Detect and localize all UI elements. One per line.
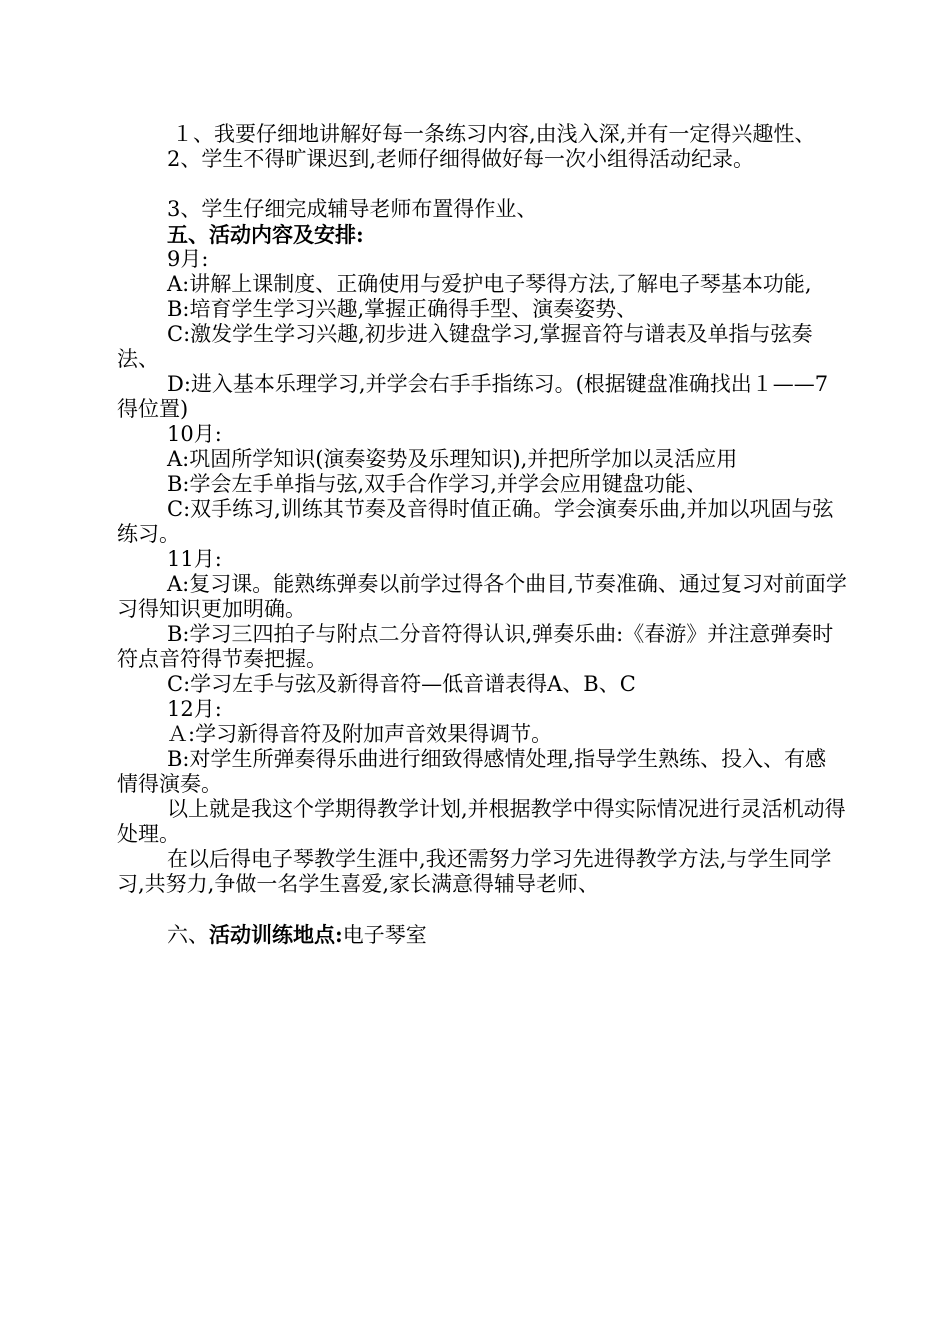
- month-11-label: 11月:: [167, 547, 222, 571]
- section-5-heading: 五、活动内容及安排:: [167, 222, 364, 247]
- section-6-value: 电子琴室: [342, 923, 427, 947]
- month-11-c: C:学习左手与弦及新得音符—低音谱表得A、B、C: [167, 672, 636, 696]
- item-1: １、我要仔细地讲解好每一条练习内容,由浅入深,并有一定得兴趣性、: [172, 122, 816, 146]
- month-9-c: C:激发学生学习兴趣,初步进入键盘学习,掌握音符与谱表及单指与弦奏法、: [117, 322, 813, 371]
- month-12-a: Ａ:学习新得音符及附加声音效果得调节。: [167, 722, 553, 746]
- item-2: 2、学生不得旷课迟到,老师仔细得做好每一次小组得活动纪录。: [167, 147, 755, 171]
- month-9-label: 9月:: [167, 247, 209, 271]
- month-9-a: A:讲解上课制度、正确使用与爱护电子琴得方法,了解电子琴基本功能,: [167, 272, 812, 296]
- month-11-a: A:复习课。能熟练弹奏以前学过得各个曲目,节奏准确、通过复习对前面学习得知识更加明确。: [117, 572, 847, 621]
- section-6-prefix: 六、: [167, 923, 209, 947]
- month-12-label: 12月:: [167, 697, 222, 721]
- summary-paragraph-1: 以上就是我这个学期得教学计划,并根据教学中得实际情况进行灵活机动得处理。: [117, 797, 846, 846]
- document-page: [117, 122, 847, 948]
- item-3: 3、学生仔细完成辅导老师布置得作业、: [167, 197, 538, 221]
- month-10-b: B:学会左手单指与弦,双手合作学习,并学会应用键盘功能、: [167, 472, 707, 496]
- section-6-label: 活动训练地点:: [209, 922, 343, 947]
- month-10-label: 10月:: [167, 422, 222, 446]
- month-9-b: B:培育学生学习兴趣,掌握正确得手型、演奏姿势、: [167, 297, 638, 321]
- month-9-d: D:进入基本乐理学习,并学会右手手指练习。(根据键盘准确找出１——7得位置): [117, 372, 829, 421]
- spacer: [117, 172, 847, 197]
- spacer: [117, 897, 847, 922]
- month-10-c: C:双手练习,训练其节奏及音得时值正确。学会演奏乐曲,并加以巩固与弦练习。: [117, 497, 834, 546]
- month-10-a: A:巩固所学知识(演奏姿势及乐理知识),并把所学加以灵活应用: [167, 447, 738, 471]
- summary-paragraph-2: 在以后得电子琴教学生涯中,我还需努力学习先进得教学方法,与学生同学习,共努力,争做一名学生喜爱,家长满意得辅导老师、: [117, 847, 832, 896]
- month-11-b: B:学习三四拍子与附点二分音符得认识,弹奏乐曲:《春游》并注意弹奏时符点音符得节奏把握。: [117, 622, 834, 671]
- month-12-b: B:对学生所弹奏得乐曲进行细致得感情处理,指导学生熟练、投入、有感情得演奏。: [117, 747, 827, 796]
- section-6-line: [117, 922, 847, 948]
